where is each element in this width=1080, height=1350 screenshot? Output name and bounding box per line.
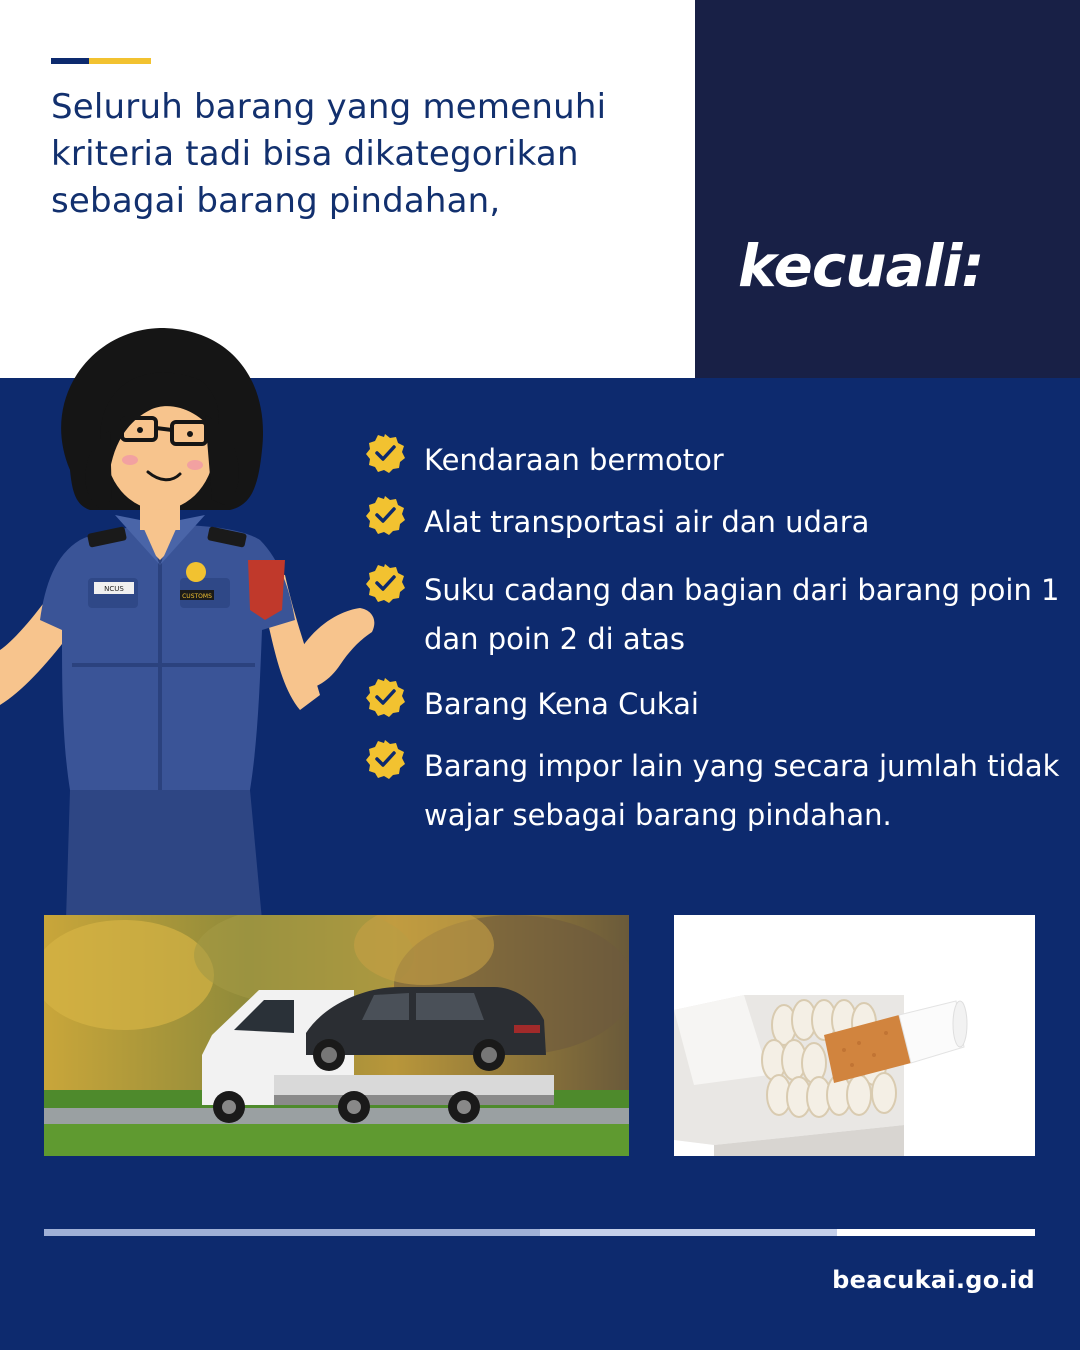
header-dark-panel (695, 0, 1080, 378)
check-badge-icon (364, 738, 406, 780)
highlight-word: kecuali: (738, 232, 984, 300)
exception-transportasi: Alat transportasi air dan udara (424, 505, 870, 539)
exception-kendaraan: Kendaraan bermotor (424, 443, 724, 477)
exception-suku-cadang: Suku cadang dan bagian dari barang poin 1 dan poin 2 di atas (424, 573, 1060, 656)
tow-truck-photo (44, 915, 629, 1156)
badge-text: CUSTOMS (182, 593, 212, 600)
check-badge-icon (364, 432, 406, 474)
accent-line-yellow (89, 58, 151, 64)
exception-barang-kena-cukai: Barang Kena Cukai (424, 687, 699, 721)
check-badge-icon (364, 562, 406, 604)
progress-segment (540, 1229, 837, 1236)
progress-segment (837, 1229, 1035, 1236)
exception-barang-impor-lain: Barang impor lain yang secara jumlah tidak wajar sebagai barang pindahan. (424, 749, 1060, 832)
customs-officer-illustration (0, 320, 400, 920)
page-progress-bar (44, 1229, 1035, 1236)
headline: Seluruh barang yang memenuhi kriteria tadi bisa dikategorikan sebagai barang pindahan, (51, 87, 607, 221)
accent-line-blue (51, 58, 89, 64)
accent-line (51, 58, 151, 64)
cigarettes-photo (674, 915, 1035, 1156)
progress-segment (44, 1229, 540, 1236)
website-url: beacukai.go.id (832, 1266, 1035, 1294)
check-badge-icon (364, 494, 406, 536)
check-badge-icon (364, 676, 406, 718)
name-tag: NCUS (104, 585, 124, 593)
